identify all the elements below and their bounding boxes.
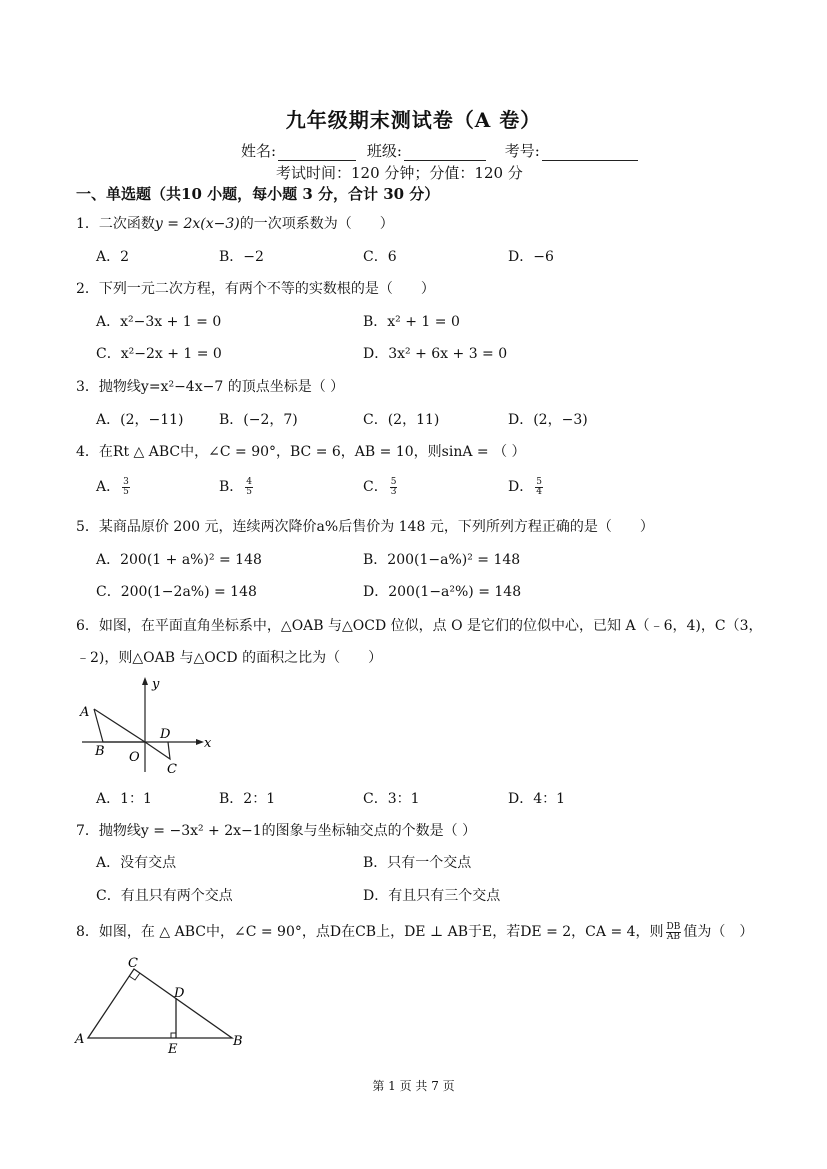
student-info-row <box>241 140 638 161</box>
question-7 <box>76 820 476 840</box>
label-a: A <box>80 705 90 720</box>
question-number: 3． <box>76 379 99 395</box>
option-1d: D．−6 <box>508 249 554 265</box>
question-number: 4． <box>76 444 99 460</box>
x-axis-arrow <box>196 739 204 745</box>
id-blank <box>542 144 638 161</box>
fraction: $\frac{5}{4}$ <box>536 476 542 497</box>
coordinate-figure <box>74 672 224 782</box>
label-c: C <box>128 956 138 971</box>
question-text: 抛物线y=x²−4x−7 的顶点坐标是（ ） <box>98 379 345 395</box>
option-label: C． <box>363 479 388 495</box>
option-4a <box>96 476 132 497</box>
question-text: 如图，在 △ ABC中，∠C = 90°，点D在CB上，DE ⊥ AB于E，若DE = 2，CA = 4，则 <box>98 924 664 940</box>
option-6b: B．2：1 <box>219 791 276 807</box>
option-1a: A．2 <box>96 249 130 265</box>
label-b: B <box>95 744 105 759</box>
question-number: 2． <box>76 281 99 297</box>
option-4d <box>508 476 545 497</box>
question-text: 二次函数 <box>98 216 155 232</box>
option-label: A． <box>96 479 121 495</box>
question-4 <box>76 441 526 461</box>
option-5c: C．200(1−2a%) = 148 <box>96 584 257 600</box>
label-c: C <box>167 762 177 777</box>
label-a: A <box>75 1032 85 1047</box>
question-text: 某商品原价 200 元，连续两次降价a%后售价为 148 元，下列所列方程正确的是（ ） <box>98 519 654 535</box>
label-b: B <box>233 1034 243 1049</box>
option-3d: D．(2，−3) <box>508 412 588 428</box>
triangle-abc <box>88 969 232 1038</box>
option-4b <box>219 476 255 497</box>
option-label: B． <box>219 479 244 495</box>
label-x: x <box>204 736 212 751</box>
question-number: 7． <box>76 823 99 839</box>
y-axis-arrow <box>142 677 148 685</box>
question-number: 1． <box>76 216 99 232</box>
option-3c: C．(2，11) <box>363 412 440 428</box>
option-label: D． <box>508 479 534 495</box>
option-2a: A．x²−3x + 1 = 0 <box>96 314 222 330</box>
fraction: $\frac{3}{5}$ <box>123 476 129 497</box>
question-text: 抛物线y = −3x² + 2x−1的图象与坐标轴交点的个数是（ ） <box>98 823 477 839</box>
name-blank <box>278 144 356 161</box>
question-6-line-2: ﹣2)，则△OAB 与△OCD 的面积之比为（ ） <box>76 650 383 666</box>
question-number: 6． <box>76 618 99 634</box>
option-1b: B．−2 <box>219 249 264 265</box>
question-2 <box>76 278 435 298</box>
option-6c: C．3：1 <box>363 791 420 807</box>
question-8 <box>76 921 753 942</box>
right-angle-e <box>171 1033 176 1038</box>
question-number: 8． <box>76 924 99 940</box>
option-7c: C．有且只有两个交点 <box>96 888 233 904</box>
option-7d: D．有且只有三个交点 <box>363 888 501 904</box>
option-5a: A．200(1 + a%)² = 148 <box>96 552 262 568</box>
option-5b: B．200(1−a%)² = 148 <box>363 552 521 568</box>
option-2b: B．x² + 1 = 0 <box>363 314 460 330</box>
exam-time-line: 考试时间：120 分钟；分值：120 分 <box>276 164 523 182</box>
id-label: 考号: <box>504 142 540 160</box>
option-3a: A．(2，−11) <box>96 412 184 428</box>
question-text: 如图，在平面直角坐标系中，△OAB 与△OCD 位似，点 O 是它们的位似中心，已知 A（﹣6，4)，C（3， <box>98 618 763 634</box>
class-label: 班级: <box>366 142 402 160</box>
triangle-figure <box>70 952 255 1057</box>
question-text: 的一次项系数为（ ） <box>239 216 394 232</box>
question-text: 在Rt △ ABC中，∠C = 90°，BC = 6，AB = 10，则sinA = （ ） <box>98 444 526 460</box>
label-d: D <box>174 986 185 1001</box>
fraction-db-ab: $\frac{DB}{AB}$ <box>666 921 681 942</box>
fraction: $\frac{5}{3}$ <box>390 476 397 497</box>
option-2c: C．x²−2x + 1 = 0 <box>96 346 222 362</box>
label-e: E <box>168 1042 178 1057</box>
question-number: 5． <box>76 519 99 535</box>
section-title: 一、单选题（共10 小题，每小题 3 分，合计 30 分） <box>76 185 440 203</box>
label-d: D <box>160 727 171 742</box>
label-o: O <box>129 750 140 765</box>
option-5d: D．200(1−a²%) = 148 <box>363 584 522 600</box>
question-6-line-1 <box>76 615 762 635</box>
option-3b: B．(−2，7) <box>219 412 298 428</box>
page-title: 九年级期末测试卷（A 卷） <box>285 108 542 132</box>
option-6a: A．1：1 <box>96 791 152 807</box>
option-7b: B．只有一个交点 <box>363 855 472 871</box>
name-label: 姓名: <box>241 142 277 160</box>
option-2d: D．3x² + 6x + 3 = 0 <box>363 346 508 362</box>
class-blank <box>404 144 486 161</box>
page-footer: 第 1 页 共 7 页 <box>372 1079 455 1093</box>
option-6d: D．4：1 <box>508 791 566 807</box>
fraction: $\frac{4}{5}$ <box>246 476 253 497</box>
label-y: y <box>152 677 160 692</box>
option-4c <box>363 476 399 497</box>
question-text: 下列一元二次方程，有两个不等的实数根的是（ ） <box>98 281 435 297</box>
question-text: 值为（ ） <box>683 924 754 940</box>
question-1 <box>76 213 394 233</box>
question-3 <box>76 376 344 396</box>
triangle-oab <box>94 709 145 742</box>
triangle-ocd <box>145 742 170 759</box>
option-7a: A．没有交点 <box>96 855 177 871</box>
question-5 <box>76 516 654 536</box>
option-1c: C．6 <box>363 249 397 265</box>
question-math: y = 2x(x−3) <box>154 216 240 232</box>
